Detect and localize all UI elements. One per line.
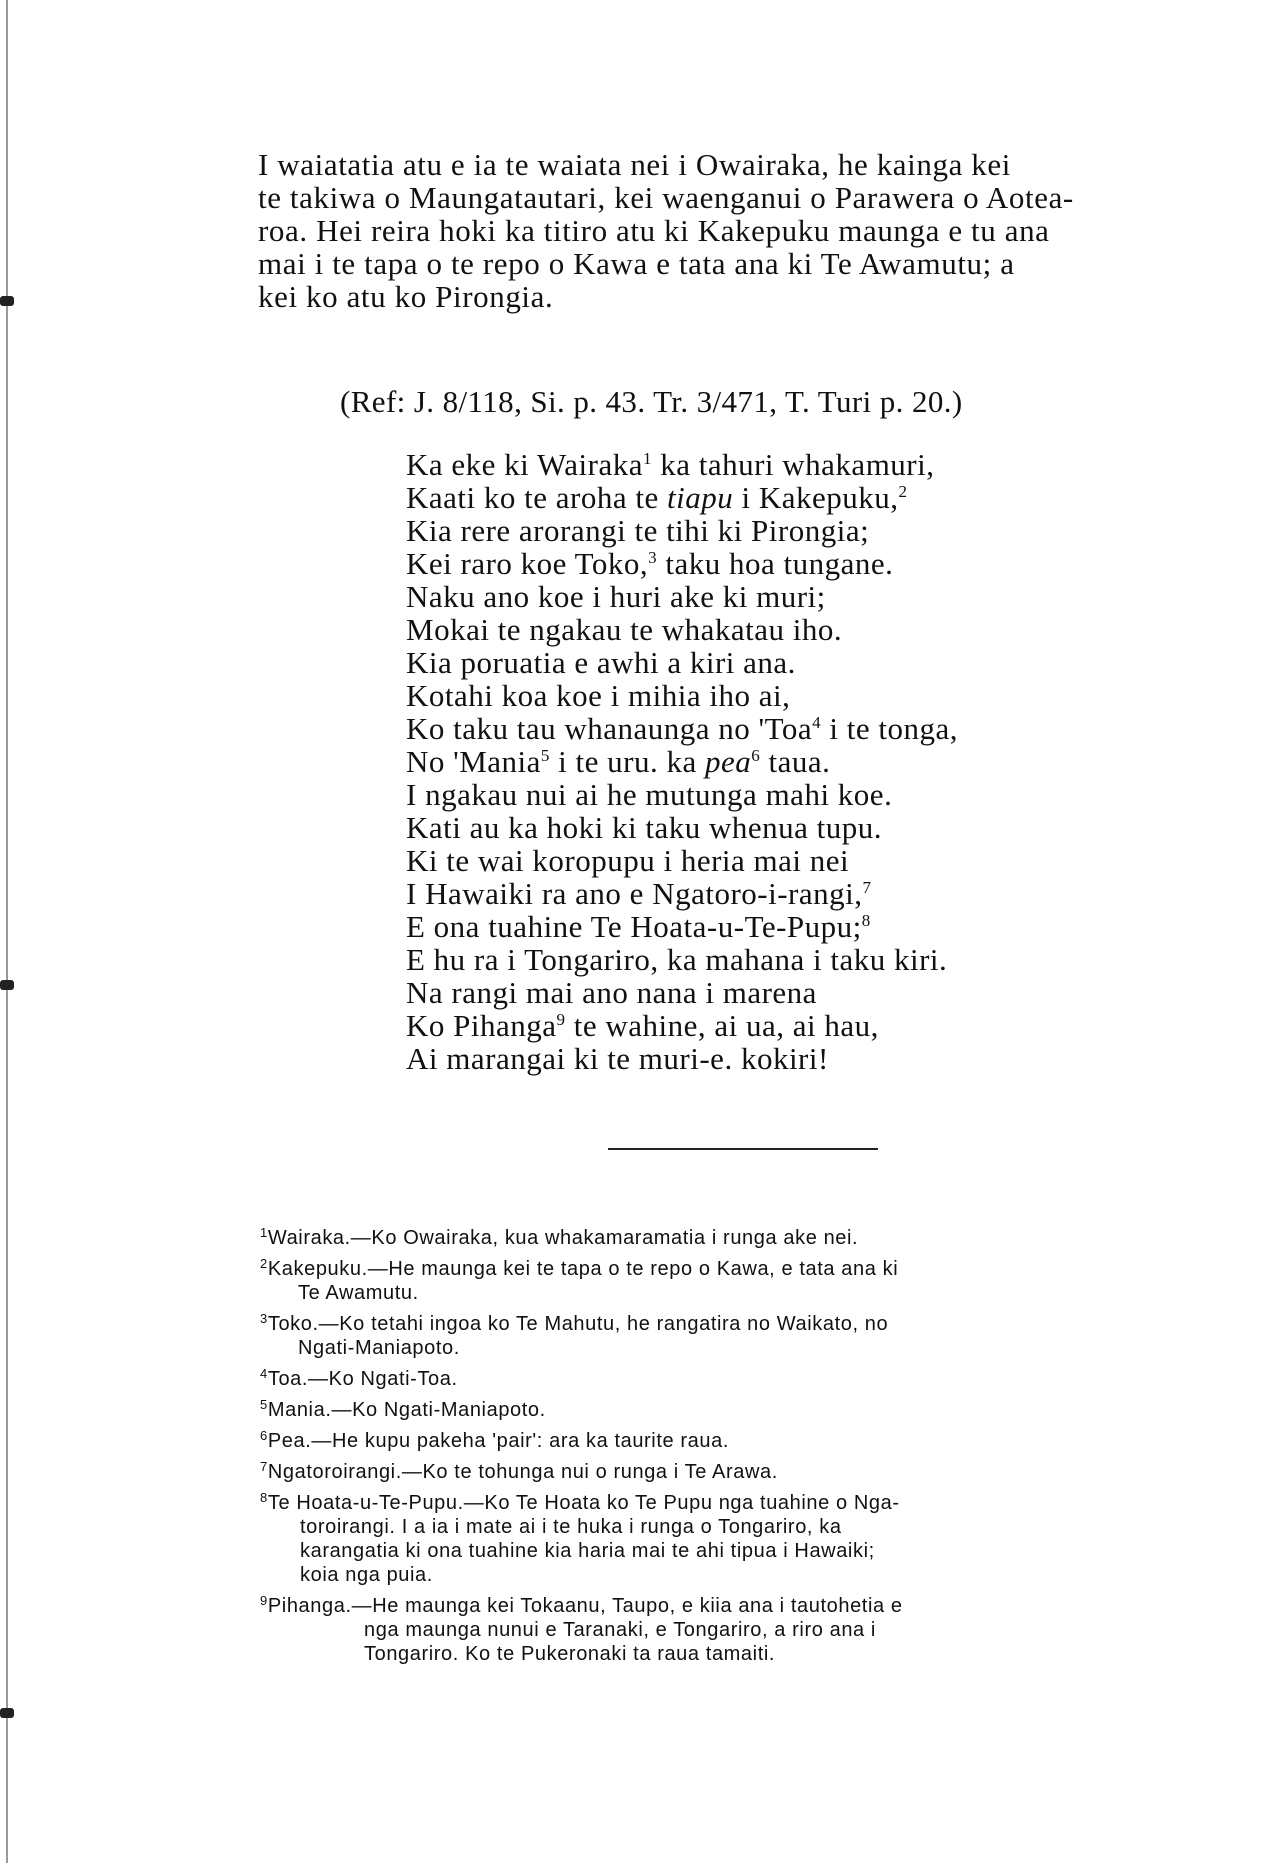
poem-line: No 'Mania$^5$ i te uru. ka pea$^6$ taua.	[406, 744, 831, 779]
intro-line: kei ko atu ko Pirongia.	[258, 279, 554, 314]
page-margin-rule	[6, 0, 8, 1863]
intro-paragraph	[258, 148, 1238, 313]
poem-line: Ki te wai koropupu i heria mai nei	[406, 843, 850, 878]
footnote-9: $^9$Pihanga.—He maunga kei Tokaanu, Taupo, e kiia ana i tautohetia e nga maunga nunui e Taranaki, e Tongariro, a riro ana i Tongariro. Ko te Pukeronaki ta raua tamaiti.	[260, 1593, 903, 1665]
intro-line: te takiwa o Maungatautari, kei waenganui o Parawera o Aotea-	[258, 180, 1074, 215]
poem-line: I ngakau nui ai he mutunga mahi koe.	[406, 777, 893, 812]
poem-line: Na rangi mai ano nana i marena	[406, 975, 817, 1010]
footnote-5: $^5$Mania.—Ko Ngati-Maniapoto.	[260, 1397, 546, 1421]
poem-line: Kati au ka hoki ki taku whenua tupu.	[406, 810, 883, 845]
poem-line: Kotahi koa koe i mihia iho ai,	[406, 678, 791, 713]
footnote-8: $^8$Te Hoata-u-Te-Pupu.—Ko Te Hoata ko Te Pupu nga tuahine o Nga- toroirangi. I a ia i mate ai i te huka i runga o Tongariro, ka karangatia ki ona tuahine kia haria mai te ahi tipua i Hawaiki; koia nga puia.	[260, 1490, 900, 1586]
intro-line: mai i te tapa o te repo o Kawa e tata ana ki Te Awamutu; a	[258, 246, 1015, 281]
footnotes	[258, 1226, 1238, 1673]
poem-line: I Hawaiki ra ano e Ngatoro-i-rangi,$^7$	[406, 876, 872, 911]
footnote-1: $^1$Wairaka.—Ko Owairaka, kua whakamaramatia i runga ake nei.	[260, 1225, 859, 1249]
intro-line: roa. Hei reira hoki ka titiro atu ki Kakepuku maunga e tu ana	[258, 213, 1050, 248]
poem-line: Mokai te ngakau te whakatau iho.	[406, 612, 843, 647]
poem-line: Naku ano koe i huri ake ki muri;	[406, 579, 826, 614]
footnote-4: $^4$Toa.—Ko Ngati-Toa.	[260, 1366, 458, 1390]
section-divider	[608, 1148, 878, 1150]
footnote-3: $^3$Toko.—Ko tetahi ingoa ko Te Mahutu, he rangatira no Waikato, no Ngati-Maniapoto.	[260, 1311, 889, 1359]
waiata-poem	[406, 448, 958, 1075]
poem-line: E hu ra i Tongariro, ka mahana i taku kiri.	[406, 942, 948, 977]
poem-line: Ka eke ki Wairaka$^1$ ka tahuri whakamuri,	[406, 447, 935, 482]
footnote-7: $^7$Ngatoroirangi.—Ko te tohunga nui o runga i Te Arawa.	[260, 1459, 778, 1483]
poem-line: Kia rere arorangi te tihi ki Pirongia;	[406, 513, 870, 548]
margin-ink-mark	[0, 980, 14, 990]
reference-citation: (Ref: J. 8/118, Si. p. 43. Tr. 3/471, T. Turi p. 20.)	[340, 384, 963, 419]
poem-line: Kia poruatia e awhi a kiri ana.	[406, 645, 796, 680]
poem-line: Kaati ko te aroha te tiapu i Kakepuku,$^2$	[406, 480, 908, 515]
poem-line: E ona tuahine Te Hoata-u-Te-Pupu;$^8$	[406, 909, 871, 944]
poem-line: Kei raro koe Toko,$^3$ taku hoa tungane.	[406, 546, 894, 581]
footnote-6: $^6$Pea.—He kupu pakeha 'pair': ara ka taurite raua.	[260, 1428, 729, 1452]
poem-line: Ko Pihanga$^9$ te wahine, ai ua, ai hau,	[406, 1008, 879, 1043]
intro-line: I waiatatia atu e ia te waiata nei i Owairaka, he kainga kei	[258, 147, 1011, 182]
margin-ink-mark	[0, 296, 14, 306]
poem-line: Ai marangai ki te muri-e. kokiri!	[406, 1041, 829, 1076]
margin-ink-mark	[0, 1708, 14, 1718]
footnote-2: $^2$Kakepuku.—He maunga kei te tapa o te repo o Kawa, e tata ana ki Te Awamutu.	[260, 1256, 899, 1304]
poem-line: Ko taku tau whanaunga no 'Toa$^4$ i te tonga,	[406, 711, 959, 746]
